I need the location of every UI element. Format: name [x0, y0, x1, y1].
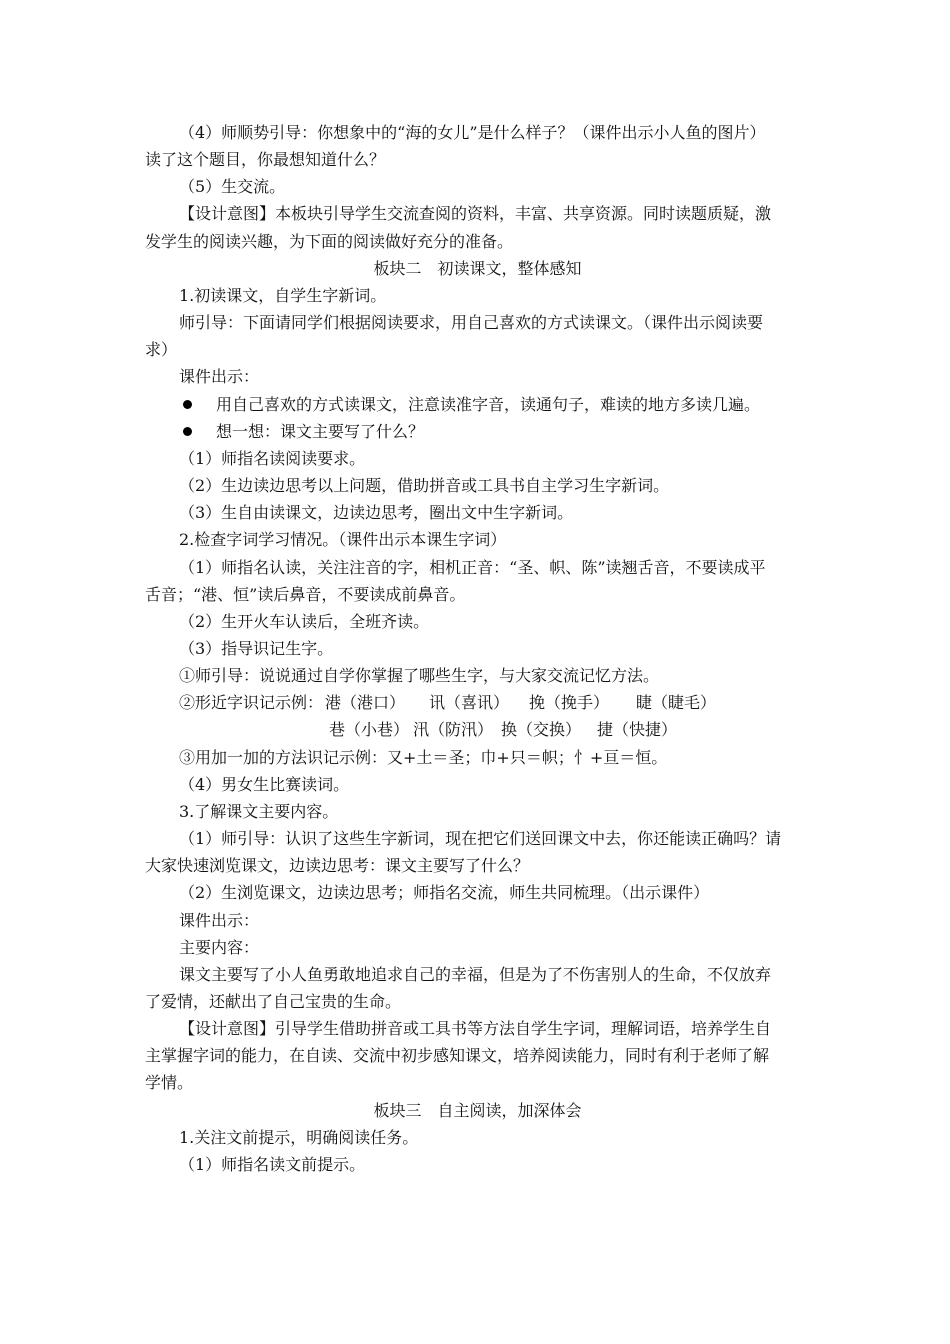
bullet-item-text: 想一想：课文主要写了什么？ [216, 421, 425, 441]
paragraph-design-intent-2: 【设计意图】引导学生借助拼音或工具书等方法自学生字词，理解词语，培养学生自 [179, 1019, 772, 1039]
paragraph-design-intent-2-end: 学情。 [145, 1073, 194, 1093]
paragraph-design-intent-1: 【设计意图】本板块引导学生交流查阅的资料，丰富、共享资源。同时读题质疑，激 [179, 204, 772, 224]
word-pair: 港（港口） [325, 693, 406, 713]
section-heading-block-2: 板块二 初读课文，整体感知 [373, 258, 582, 278]
word-pair: 巷（小巷） [329, 720, 410, 740]
word-pair: 捷（快捷） [597, 720, 678, 740]
paragraph-correct-pronunciation-cont: 舌音；“港、恒”读后鼻音，不要读成前鼻音。 [145, 584, 466, 604]
paragraph-main-content: 课文主要写了小人鱼勇敢地追求自己的幸福，但是为了不伤害别人的生命，不仅放弃 [179, 964, 772, 984]
paragraph-reading-competition: （4）男女生比赛读词。 [179, 774, 350, 794]
word-pair: 挽（挽手） [529, 693, 610, 713]
paragraph-teacher-guide-4: （4）师顺势引导：你想象中的“海的女儿”是什么样子？（课件出示小人鱼的图片） [179, 123, 766, 142]
step-heading-main-content: 3.了解课文主要内容。 [179, 801, 339, 821]
word-pair: 换（交换） [501, 720, 582, 740]
paragraph-main-content-cont: 了爱情，还献出了自己宝贵的生命。 [145, 992, 402, 1011]
paragraph-step-2: （2）生边读边思考以上问题，借助拼音或工具书自主学习生字新词。 [179, 476, 670, 496]
paragraph-correct-pronunciation: （1）师指名认读，关注注音的字，相机正音：“圣、帜、陈”读翘舌音，不要读成平 [179, 557, 766, 577]
paragraph-teacher-reading-requirement-cont: 求） [145, 340, 178, 360]
step-heading-first-reading: 1.初读课文，自学生字新词。 [179, 285, 387, 305]
similar-characters-row-1 [145, 689, 810, 716]
bullet-dot-icon [183, 427, 192, 436]
bullet-item-text: 用自己喜欢的方式读课文，注意读准字音，读通句子，难读的地方多读几遍。 [216, 394, 761, 414]
paragraph-teacher-guide-4-cont: 读了这个题目，你最想知道什么？ [145, 150, 386, 170]
paragraph-student-browse: （2）生浏览课文，边读边思考；师指名交流，师生共同梳理。（出示课件） [179, 883, 710, 903]
paragraph-teacher-guide-browse: （1）师引导：认识了这些生字新词，现在把它们送回课文中去，你还能读正确吗？请 [179, 829, 782, 849]
paragraph-design-intent-1-cont: 发学生的阅读兴趣，为下面的阅读做好充分的准备。 [145, 231, 514, 251]
step-heading-check-words: 2.检查字词学习情况。（课件出示本课生字词） [179, 530, 507, 550]
similar-characters-label: ②形近字识记示例： [179, 693, 324, 713]
bullet-dot-icon [183, 400, 192, 409]
courseware-label-1: 课件出示： [179, 367, 260, 387]
paragraph-addition-method: ③用加一加的方法识记示例：又+土＝圣；巾+只＝帜；忄+亘＝恒。 [179, 747, 668, 767]
bullet-item-think [145, 418, 810, 445]
similar-characters-row-2 [145, 716, 810, 743]
paragraph-student-exchange-5: （5）生交流。 [179, 177, 286, 197]
section-heading-block-3: 板块三 自主阅读，加深体会 [373, 1100, 582, 1120]
document-body [145, 119, 810, 1178]
paragraph-design-intent-2-cont: 主掌握字词的能力，在自读、交流中初步感知课文，培养阅读能力，同时有利于老师了解 [145, 1046, 770, 1066]
paragraph-step-3: （3）生自由读课文，边读边思考，圈出文中生字新词。 [179, 503, 574, 523]
step-heading-preface-hint: 1.关注文前提示，明确阅读任务。 [179, 1127, 419, 1147]
paragraph-teacher-guide-browse-cont: 大家快速浏览课文，边读边思考：课文主要写了什么？ [145, 856, 530, 876]
main-content-label: 主要内容： [179, 937, 260, 957]
word-pair: 讯（喜讯） [429, 693, 510, 713]
paragraph-teacher-reading-requirement: 师引导：下面请同学们根据阅读要求，用自己喜欢的方式读课文。（课件出示阅读要 [179, 313, 764, 333]
paragraph-read-preface: （1）师指名读文前提示。 [179, 1154, 366, 1174]
word-pair: 睫（睫毛） [636, 693, 717, 713]
word-pair: 汛（防汛） [413, 720, 494, 740]
paragraph-memorize-method: ①师引导：说说通过自学你掌握了哪些生字，与大家交流记忆方法。 [179, 666, 660, 686]
bullet-item-read-aloud [145, 391, 810, 418]
paragraph-step-1: （1）师指名读阅读要求。 [179, 448, 366, 468]
paragraph-train-reading: （2）生开火车认读后，全班齐读。 [179, 611, 430, 631]
paragraph-memorize-guide: （3）指导识记生字。 [179, 638, 334, 658]
courseware-label-2: 课件出示： [179, 910, 260, 930]
